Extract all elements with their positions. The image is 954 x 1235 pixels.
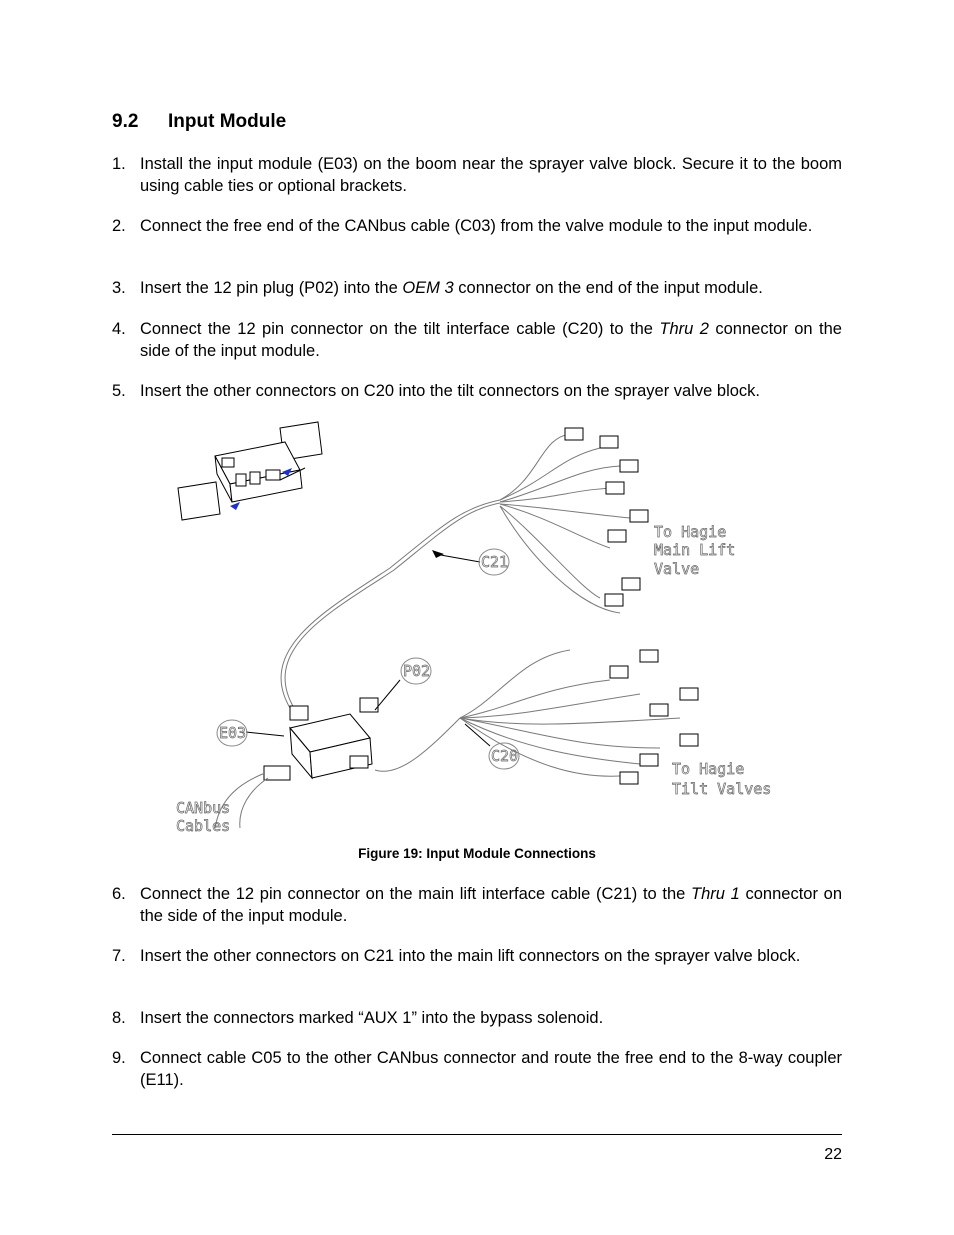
connector-name: Thru 2 bbox=[659, 320, 709, 338]
input-module-diagram bbox=[160, 418, 800, 838]
step-text bbox=[140, 945, 842, 967]
step-text-part: connector on the end of the input module. bbox=[453, 279, 763, 297]
section-heading bbox=[112, 111, 286, 133]
list-item bbox=[112, 153, 842, 197]
label-main-lift-line3: Valve bbox=[654, 560, 700, 578]
step-number: 7. bbox=[112, 947, 126, 965]
step-number: 1. bbox=[112, 155, 126, 173]
figure-caption: Figure 19: Input Module Connections bbox=[358, 846, 596, 861]
step-text-part: Connect cable C05 to the other CANbus connector and route the free end to the 8-way coupler (E11). bbox=[140, 1049, 842, 1089]
step-text bbox=[140, 1007, 842, 1029]
step-text bbox=[140, 380, 842, 402]
module-bracket-illustration bbox=[178, 422, 322, 520]
label-main-lift-line2: Main Lift bbox=[654, 541, 736, 559]
step-number: 5. bbox=[112, 382, 126, 400]
main-lift-branches bbox=[500, 428, 648, 613]
step-text bbox=[140, 215, 842, 237]
step-text bbox=[140, 277, 842, 299]
step-number: 3. bbox=[112, 279, 126, 297]
connector-name: OEM 3 bbox=[402, 279, 454, 297]
step-text-part: Connect the free end of the CANbus cable (C03) from the valve module to the input module. bbox=[140, 217, 813, 235]
step-text bbox=[140, 318, 842, 362]
label-canbus-line1: CANbus bbox=[176, 799, 231, 817]
step-number: 8. bbox=[112, 1009, 126, 1027]
list-item bbox=[112, 380, 842, 402]
step-number: 4. bbox=[112, 320, 126, 338]
label-tilt-line2: Tilt Valves bbox=[672, 780, 772, 798]
section-title: Input Module bbox=[168, 111, 287, 132]
callout-e03: E03 bbox=[219, 724, 247, 742]
list-item bbox=[112, 318, 842, 362]
step-text-part: Connect the 12 pin connector on the tilt interface cable (C20) to the bbox=[140, 320, 660, 338]
step-number: 6. bbox=[112, 885, 126, 903]
step-text-part: Insert the other connectors on C20 into the tilt connectors on the sprayer valve block. bbox=[140, 382, 761, 400]
step-number: 2. bbox=[112, 217, 126, 235]
list-item bbox=[112, 277, 842, 299]
step-text-part: Insert the connectors marked “AUX 1” into the bypass solenoid. bbox=[140, 1009, 604, 1027]
step-text bbox=[140, 883, 842, 927]
step-text-part: Insert the 12 pin plug (P02) into the bbox=[140, 279, 403, 297]
list-item bbox=[112, 1007, 842, 1029]
section-number: 9.2 bbox=[112, 111, 139, 132]
label-canbus-line2: Cables bbox=[176, 817, 231, 835]
step-text-part: Connect the 12 pin connector on the main lift interface cable (C21) to the bbox=[140, 885, 692, 903]
callout-c21: C21 bbox=[481, 553, 509, 571]
step-text bbox=[140, 153, 842, 197]
step-text-part: connector on the side of the input module. bbox=[140, 320, 842, 360]
list-item bbox=[112, 883, 842, 927]
step-text-part: connector on the side of the input module. bbox=[140, 885, 843, 925]
footer-divider bbox=[112, 1134, 842, 1135]
step-text-part: Install the input module (E03) on the boom near the sprayer valve block. Secure it to the boom using cable ties or optional brackets. bbox=[140, 155, 842, 195]
label-tilt-line1: To Hagie bbox=[672, 760, 745, 778]
page-number: 22 bbox=[824, 1146, 842, 1163]
callout-p02: P02 bbox=[403, 662, 431, 680]
list-item bbox=[112, 215, 842, 237]
callout-c20: C20 bbox=[491, 747, 519, 765]
input-module-e03 bbox=[264, 698, 378, 780]
label-main-lift-line1: To Hagie bbox=[654, 523, 727, 541]
list-item bbox=[112, 945, 842, 967]
connector-name: Thru 1 bbox=[691, 885, 740, 903]
step-text-part: Insert the other connectors on C21 into the main lift connectors on the sprayer valve block. bbox=[140, 947, 801, 965]
step-text bbox=[140, 1047, 842, 1091]
list-item bbox=[112, 1047, 842, 1091]
step-number: 9. bbox=[112, 1049, 126, 1067]
